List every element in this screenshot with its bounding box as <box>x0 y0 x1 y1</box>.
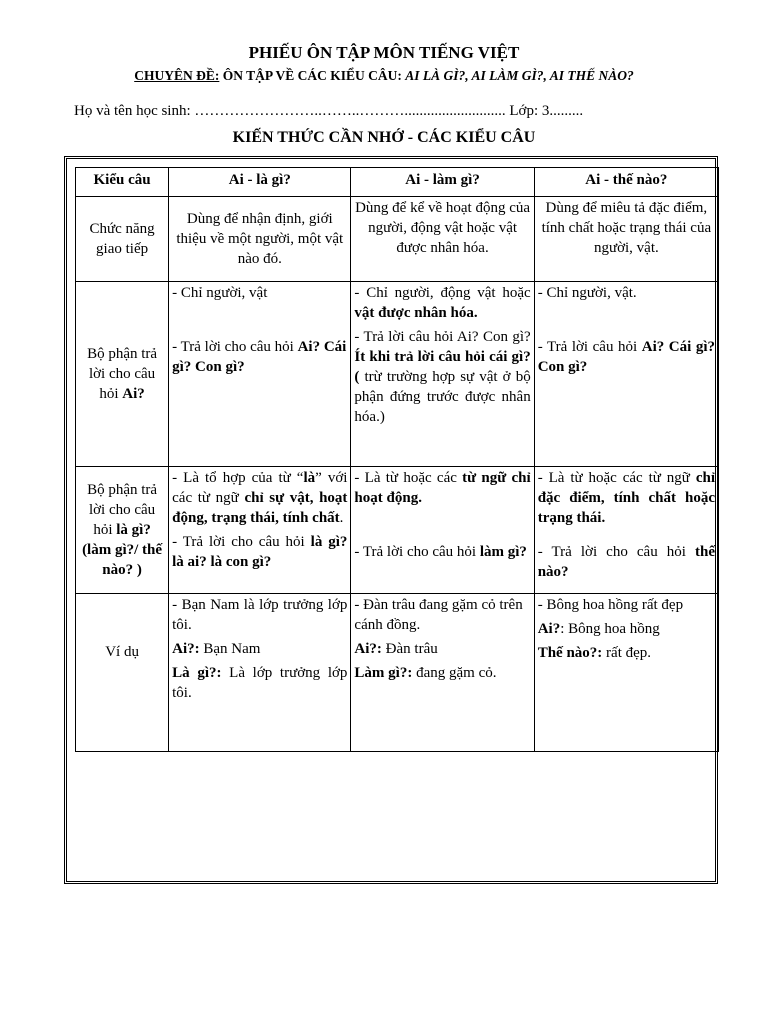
cell-text: - Là tổ hợp của từ “ <box>172 470 304 486</box>
cell-function-la-gi: Dùng để nhận định, giới thiệu về một người, một vật nào đó. <box>169 197 351 282</box>
cell-subject-la-gi <box>169 282 351 467</box>
header-cell-kieu-cau: Kiểu câu <box>76 168 169 197</box>
table-row-predicate <box>76 467 719 594</box>
worksheet-title: PHIẾU ÔN TẬP MÔN TIẾNG VIỆT <box>248 43 520 62</box>
worksheet-topic <box>0 68 768 84</box>
cell-text: - Là từ hoặc các từ ngữ <box>537 470 696 486</box>
topic-label: CHUYÊN ĐỀ: <box>134 68 220 83</box>
cell-line <box>354 283 530 323</box>
cell-text-bold: là <box>303 470 316 486</box>
cell-line <box>172 663 347 703</box>
cell-text-bold: Ai?: <box>172 641 200 657</box>
cell-function-the-nao: Dùng để miêu tả đặc điểm, tính chất hoặc trạng thái của người, vật. <box>534 197 718 282</box>
row-label-example: Ví dụ <box>76 594 169 752</box>
row-label-bold: là gì? (làm gì?/ thế nào? ) <box>82 522 163 578</box>
cell-text: Là lớp trưởng lớp tôi. <box>172 665 348 701</box>
header-cell-ai-lam-gi: Ai - làm gì? <box>351 168 534 197</box>
cell-line: - Bông hoa hồng rất đẹp <box>537 597 684 613</box>
cell-text: ” với các từ ngữ <box>172 470 348 506</box>
sentence-types-table <box>75 167 719 752</box>
cell-line <box>354 327 530 427</box>
header-cell-ai-la-gi: Ai - là gì? <box>169 168 351 197</box>
cell-example-lam-gi <box>351 594 534 752</box>
cell-text: đang gặm cỏ. <box>412 665 497 681</box>
cell-line <box>172 639 347 659</box>
cell-predicate-the-nao <box>534 467 718 594</box>
cell-text-bold: thế nào? <box>537 544 715 580</box>
table-row-subject <box>76 282 719 467</box>
cell-text-bold: chỉ đặc điểm, tính chất hoặc trạng thái. <box>537 470 715 526</box>
row-label-text: Bộ phận trả lời cho câu hỏi <box>87 482 158 538</box>
cell-text-bold: làm gì? <box>479 544 527 560</box>
cell-line <box>354 468 530 508</box>
cell-text: rất đẹp. <box>602 645 652 661</box>
cell-text: . <box>339 510 344 526</box>
student-info-line: Họ và tên học sinh: ……………………..……..………........................... Lớp: 3......... <box>74 103 584 119</box>
cell-text-bold: Ai? <box>537 621 561 637</box>
section-heading: KIẾN THỨC CẦN NHỚ - CÁC KIỂU CÂU <box>232 129 536 146</box>
cell-text: - Trả lời cho câu hỏi <box>172 339 298 355</box>
cell-text-bold: Thế nào?: <box>537 645 603 661</box>
row-label-predicate <box>76 467 169 594</box>
cell-line: - Chỉ người, vật. <box>537 285 637 301</box>
cell-line <box>354 639 530 659</box>
cell-text-bold: Làm gì?: <box>354 665 413 681</box>
cell-text-bold: Ai? Cái gì? Con gì? <box>537 339 716 375</box>
cell-text: Đàn trâu <box>381 641 438 657</box>
cell-text: - Trả lời câu hỏi <box>537 339 642 355</box>
table-header-row <box>76 168 719 197</box>
topic-types: AI LÀ GÌ?, AI LÀM GÌ?, AI THẾ NÀO? <box>405 68 634 83</box>
topic-text: ÔN TẬP VỀ CÁC KIỂU CÂU: <box>219 68 406 83</box>
cell-line <box>538 643 715 663</box>
cell-example-the-nao <box>534 594 718 752</box>
cell-line <box>172 337 347 377</box>
cell-line <box>354 663 530 683</box>
cell-text-bold: là gì? là ai? là con gì? <box>172 534 348 570</box>
cell-text: - Trả lời cho câu hỏi <box>354 544 480 560</box>
row-label-bold: Ai? <box>122 386 145 402</box>
cell-text-bold: Ai? Cái gì? Con gì? <box>172 339 347 375</box>
table-row-example <box>76 594 719 752</box>
cell-text: : Bông hoa hồng <box>560 621 660 637</box>
cell-text: - Chỉ người, động vật hoặc <box>354 285 531 301</box>
row-label-function: Chức năng giao tiếp <box>76 197 169 282</box>
cell-text-bold: từ ngữ chỉ hoạt động. <box>354 470 531 506</box>
table-row-function <box>76 197 719 282</box>
cell-subject-lam-gi <box>351 282 534 467</box>
cell-text-bold: Ai?: <box>354 641 382 657</box>
cell-line: - Chỉ người, vật <box>172 285 268 301</box>
cell-function-lam-gi: Dùng để kể về hoạt động của người, động vật hoặc vật được nhân hóa. <box>351 197 534 282</box>
cell-text: - Là từ hoặc các <box>354 470 463 486</box>
cell-line <box>538 337 715 377</box>
cell-line <box>538 619 715 639</box>
cell-predicate-la-gi <box>169 467 351 594</box>
cell-line <box>538 468 715 528</box>
row-label-text: Bộ phận trả lời cho câu hỏi <box>87 346 158 402</box>
cell-text: - Trả lời cho câu hỏi <box>537 544 695 560</box>
cell-subject-the-nao <box>534 282 718 467</box>
cell-text: - Trả lời cho câu hỏi <box>172 534 311 550</box>
cell-text: - Trả lời câu hỏi Ai? Con gì? <box>354 329 531 345</box>
row-label-subject <box>76 282 169 467</box>
cell-text: trừ trường hợp sự vật ở bộ phận đứng trước được nhân hóa.) <box>354 369 531 425</box>
cell-line <box>354 542 530 562</box>
cell-line: - Bạn Nam là lớp trưởng lớp tôi. <box>172 597 348 633</box>
cell-text-bold: chỉ sự vật, hoạt động, trạng thái, tính chất <box>172 490 348 526</box>
cell-line: - Đàn trâu đang gặm cỏ trên cánh đồng. <box>354 597 523 633</box>
cell-example-la-gi <box>169 594 351 752</box>
cell-line <box>538 542 715 582</box>
cell-text-bold: Là gì?: <box>172 665 222 681</box>
header-cell-ai-the-nao: Ai - thế nào? <box>534 168 718 197</box>
cell-text-bold: vật được nhân hóa. <box>354 305 478 321</box>
cell-line <box>172 468 347 528</box>
cell-text: Bạn Nam <box>199 641 261 657</box>
cell-line <box>172 532 347 572</box>
cell-predicate-lam-gi <box>351 467 534 594</box>
cell-text-bold: Ít khi trả lời câu hỏi cái gì?( <box>354 349 531 385</box>
